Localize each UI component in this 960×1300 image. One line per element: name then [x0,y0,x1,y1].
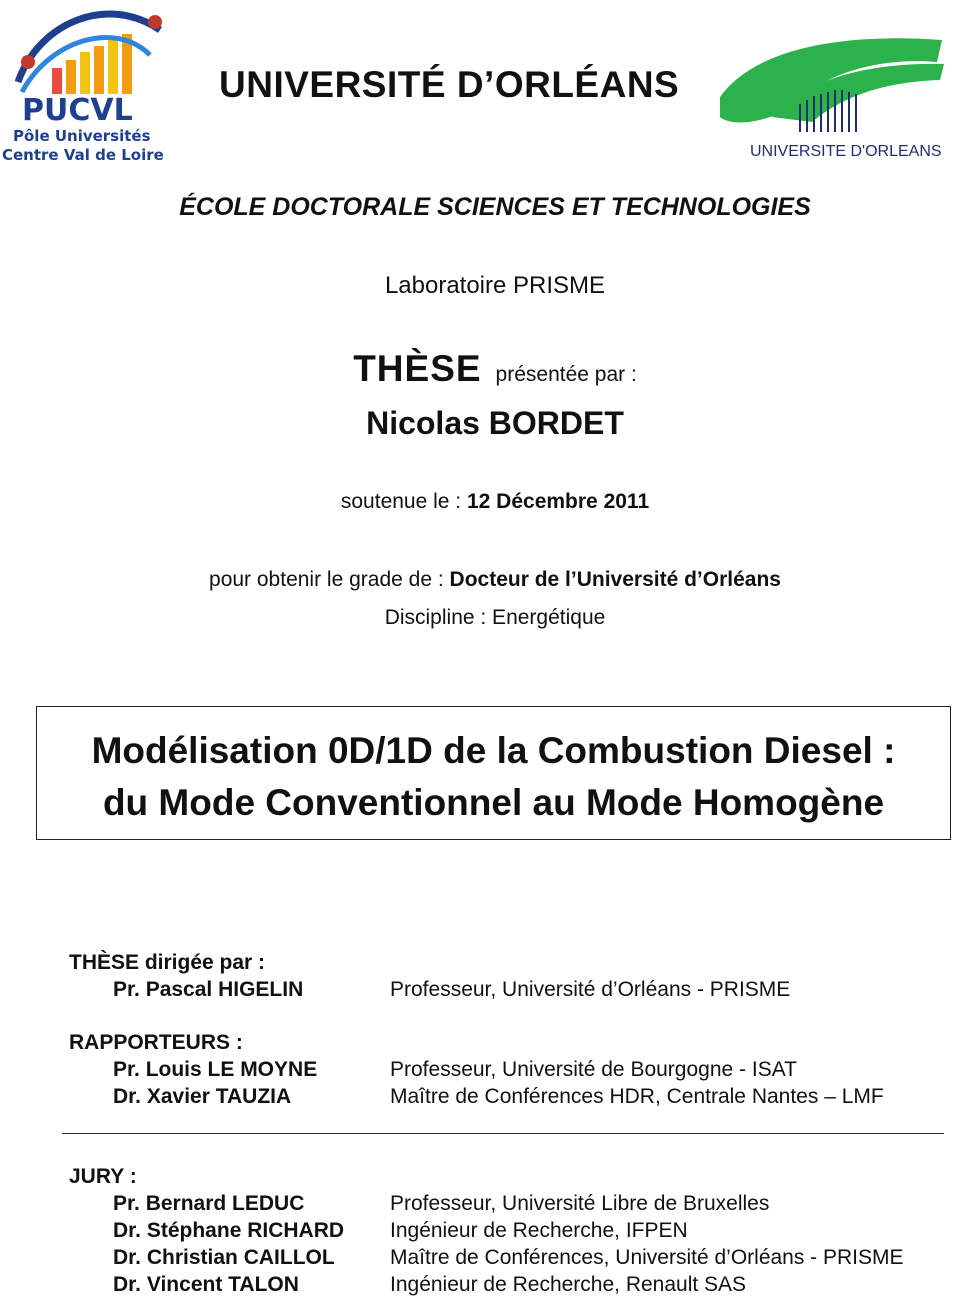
laboratory: Laboratoire PRISME [384,272,606,299]
separator-line [62,1133,944,1134]
thesis-title-box [36,706,951,840]
doctoral-school: ÉCOLE DOCTORALE SCIENCES ET TECHNOLOGIES [179,193,811,221]
defense-prefix: soutenue le : [340,490,462,513]
presented-by: présentée par : [495,363,637,386]
jury-member-role: Ingénieur de Recherche, IFPEN [390,1219,688,1242]
thesis-title-line-1: Modélisation 0D/1D de la Combustion Diesel : [91,730,896,771]
grade-line [0,568,960,592]
jury-member-role: Maître de Conférences, Université d’Orléans - PRISME [390,1246,904,1269]
grade: Docteur de l’Université d’Orléans [449,568,781,591]
defense-line [0,490,960,514]
jury-member-name: Dr. Stéphane RICHARD [113,1219,345,1242]
university-title: UNIVERSITÉ D’ORLÉANS [219,64,680,105]
jury-heading: JURY : [69,1165,137,1188]
director-name: Pr. Pascal HIGELIN [113,978,304,1001]
pucvl-logo-graphic [0,0,180,170]
pucvl-acronym: PUCVL [22,93,133,128]
pucvl-line2: Centre Val de Loire [2,146,164,164]
pucvl-line1: Pôle Universités [13,127,151,145]
reviewer-role: Maître de Conférences HDR, Centrale Nantes – LMF [390,1085,884,1108]
thesis-line [0,348,960,390]
grade-prefix: pour obtenir le grade de : [209,568,444,591]
reviewer-name: Dr. Xavier TAUZIA [113,1085,292,1108]
universite-orleans-logo [712,22,952,167]
defense-date: 12 Décembre 2011 [466,490,650,513]
jury-member-name: Dr. Vincent TALON [113,1273,299,1296]
thesis-word: THÈSE [353,348,482,389]
director-role: Professeur, Université d’Orléans - PRISME [390,978,791,1001]
reviewer-role: Professeur, Université de Bourgogne - ISAT [390,1058,797,1081]
orleans-logo-text: UNIVERSITE D'ORLEANS [750,143,942,160]
jury-member-name: Pr. Bernard LEDUC [113,1192,305,1215]
author-name: Nicolas BORDET [366,405,624,441]
directed-by-heading: THÈSE dirigée par : [69,951,266,974]
jury-member-name: Dr. Christian CAILLOL [113,1246,335,1269]
reviewer-name: Pr. Louis LE MOYNE [113,1058,318,1081]
thesis-title-line-2: du Mode Conventionnel au Mode Homogène [102,782,885,823]
orleans-logo-graphic [712,22,952,167]
pucvl-logo [0,0,180,170]
jury-member-role: Ingénieur de Recherche, Renault SAS [390,1273,747,1296]
jury-member-role: Professeur, Université Libre de Bruxelles [390,1192,770,1215]
discipline: Discipline : Energétique [384,606,606,629]
reviewers-heading: RAPPORTEURS : [69,1031,243,1054]
